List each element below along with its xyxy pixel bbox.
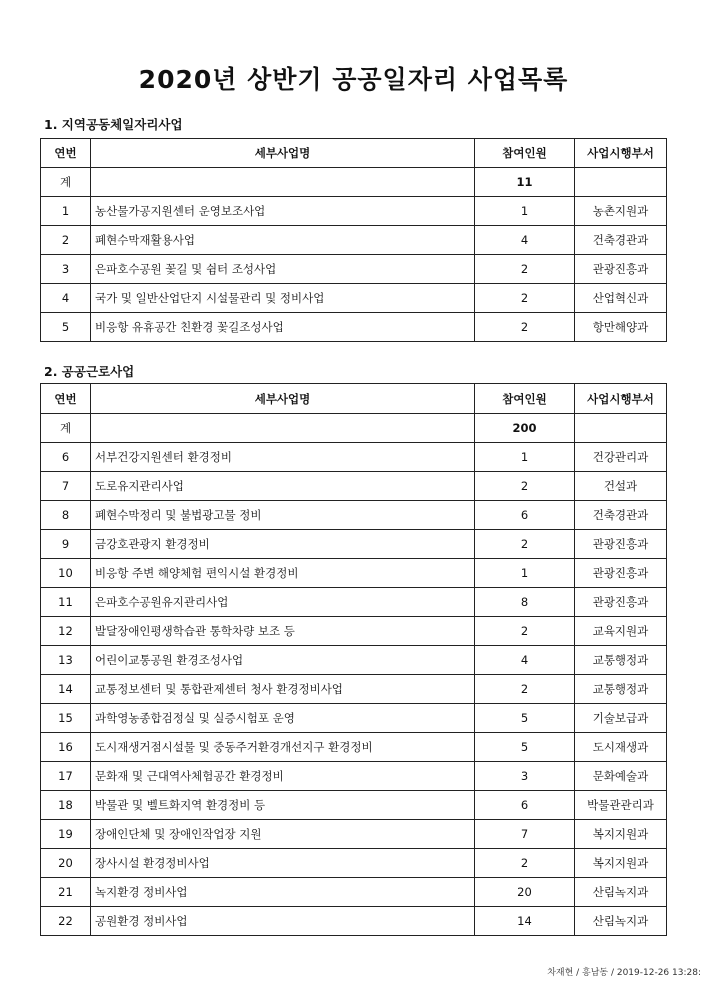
cell-no: 5 (41, 313, 91, 342)
cell-project-name: 문화재 및 근대역사체험공간 환경정비 (91, 762, 475, 791)
cell-department: 산림녹지과 (575, 878, 667, 907)
header-no: 연번 (41, 139, 91, 168)
table-row (41, 443, 667, 472)
cell-department: 교통행정과 (575, 646, 667, 675)
cell-department: 건축경관과 (575, 501, 667, 530)
cell-project-name: 은파호수공원 꽃길 및 쉼터 조성사업 (91, 255, 475, 284)
cell-department: 농촌지원과 (575, 197, 667, 226)
table-row (41, 907, 667, 936)
cell-project-name: 국가 및 일반산업단지 시설물관리 및 정비사업 (91, 284, 475, 313)
cell-participants: 2 (475, 313, 575, 342)
cell-department: 관광진흥과 (575, 255, 667, 284)
cell-project-name: 농산물가공지원센터 운영보조사업 (91, 197, 475, 226)
total-dept-cell (575, 168, 667, 197)
page-title: 2020년 상반기 공공일자리 사업목록 (138, 65, 569, 94)
total-name-cell (91, 414, 475, 443)
table-row (41, 588, 667, 617)
cell-project-name: 금강호관광지 환경정비 (91, 530, 475, 559)
cell-no: 15 (41, 704, 91, 733)
cell-department: 복지지원과 (575, 820, 667, 849)
print-footer: 차재현 / 흥남동 / 2019-12-26 13:28: (547, 968, 701, 978)
table-row (41, 472, 667, 501)
total-count: 200 (475, 414, 575, 443)
cell-participants: 2 (475, 849, 575, 878)
table-row (41, 255, 667, 284)
header-no: 연번 (41, 384, 91, 414)
cell-participants: 2 (475, 472, 575, 501)
cell-project-name: 은파호수공원유지관리사업 (91, 588, 475, 617)
cell-department: 교육지원과 (575, 617, 667, 646)
cell-project-name: 장사시설 환경정비사업 (91, 849, 475, 878)
cell-participants: 4 (475, 646, 575, 675)
total-label: 계 (41, 414, 91, 443)
cell-project-name: 과학영농종합검정실 및 실증시험포 운영 (91, 704, 475, 733)
table-header-row (41, 139, 667, 168)
header-dept: 사업시행부서 (575, 384, 667, 414)
cell-no: 19 (41, 820, 91, 849)
cell-no: 2 (41, 226, 91, 255)
cell-participants: 5 (475, 704, 575, 733)
header-count: 참여인원 (475, 384, 575, 414)
public-works-table (40, 383, 667, 936)
cell-participants: 4 (475, 226, 575, 255)
table-row (41, 530, 667, 559)
cell-no: 3 (41, 255, 91, 284)
table-row (41, 559, 667, 588)
table-row (41, 675, 667, 704)
cell-no: 14 (41, 675, 91, 704)
cell-no: 12 (41, 617, 91, 646)
cell-department: 산림녹지과 (575, 907, 667, 936)
cell-project-name: 장애인단체 및 장애인작업장 지원 (91, 820, 475, 849)
cell-project-name: 교통정보센터 및 통합관제센터 청사 환경정비사업 (91, 675, 475, 704)
table-row (41, 226, 667, 255)
cell-department: 산업혁신과 (575, 284, 667, 313)
total-name-cell (91, 168, 475, 197)
cell-project-name: 비응항 주변 해양체험 편익시설 환경정비 (91, 559, 475, 588)
cell-project-name: 도로유지관리사업 (91, 472, 475, 501)
community-jobs-table (40, 138, 667, 342)
cell-participants: 2 (475, 617, 575, 646)
cell-department: 관광진흥과 (575, 588, 667, 617)
cell-no: 13 (41, 646, 91, 675)
table-row (41, 284, 667, 313)
total-label: 계 (41, 168, 91, 197)
cell-participants: 2 (475, 530, 575, 559)
cell-project-name: 폐현수막정리 및 불법광고물 정비 (91, 501, 475, 530)
cell-department: 건축경관과 (575, 226, 667, 255)
table-row (41, 849, 667, 878)
table-row (41, 197, 667, 226)
cell-no: 18 (41, 791, 91, 820)
cell-department: 기술보급과 (575, 704, 667, 733)
cell-participants: 2 (475, 284, 575, 313)
cell-participants: 6 (475, 501, 575, 530)
header-name: 세부사업명 (91, 139, 475, 168)
cell-participants: 2 (475, 255, 575, 284)
header-name: 세부사업명 (91, 384, 475, 414)
cell-participants: 3 (475, 762, 575, 791)
cell-no: 8 (41, 501, 91, 530)
cell-no: 6 (41, 443, 91, 472)
cell-no: 1 (41, 197, 91, 226)
cell-department: 건강관리과 (575, 443, 667, 472)
cell-participants: 8 (475, 588, 575, 617)
cell-project-name: 서부건강지원센터 환경정비 (91, 443, 475, 472)
cell-participants: 7 (475, 820, 575, 849)
cell-project-name: 공원환경 정비사업 (91, 907, 475, 936)
cell-department: 박물관관리과 (575, 791, 667, 820)
table-row (41, 646, 667, 675)
cell-participants: 6 (475, 791, 575, 820)
cell-department: 문화예술과 (575, 762, 667, 791)
cell-participants: 5 (475, 733, 575, 762)
cell-no: 4 (41, 284, 91, 313)
total-row (41, 414, 667, 443)
header-dept: 사업시행부서 (575, 139, 667, 168)
cell-no: 11 (41, 588, 91, 617)
cell-no: 20 (41, 849, 91, 878)
cell-no: 10 (41, 559, 91, 588)
cell-participants: 1 (475, 443, 575, 472)
cell-project-name: 도시재생거점시설물 및 중동주거환경개선지구 환경정비 (91, 733, 475, 762)
cell-project-name: 녹지환경 정비사업 (91, 878, 475, 907)
cell-participants: 14 (475, 907, 575, 936)
cell-no: 21 (41, 878, 91, 907)
section-heading-public-works: 2. 공공근로사업 (44, 364, 135, 379)
cell-no: 17 (41, 762, 91, 791)
total-row (41, 168, 667, 197)
cell-project-name: 박물관 및 벨트화지역 환경정비 등 (91, 791, 475, 820)
cell-department: 항만해양과 (575, 313, 667, 342)
cell-no: 22 (41, 907, 91, 936)
table-header-row (41, 384, 667, 414)
cell-department: 교통행정과 (575, 675, 667, 704)
cell-project-name: 어린이교통공원 환경조성사업 (91, 646, 475, 675)
table-row (41, 820, 667, 849)
table-row (41, 878, 667, 907)
section-heading-community-jobs: 1. 지역공동체일자리사업 (44, 117, 183, 132)
cell-department: 관광진흥과 (575, 559, 667, 588)
table-row (41, 501, 667, 530)
cell-project-name: 발달장애인평생학습관 통학차량 보조 등 (91, 617, 475, 646)
cell-participants: 20 (475, 878, 575, 907)
total-count: 11 (475, 168, 575, 197)
table-row (41, 313, 667, 342)
table-row (41, 617, 667, 646)
table-row (41, 704, 667, 733)
cell-department: 관광진흥과 (575, 530, 667, 559)
cell-project-name: 비응항 유휴공간 친환경 꽃길조성사업 (91, 313, 475, 342)
total-dept-cell (575, 414, 667, 443)
cell-participants: 1 (475, 559, 575, 588)
cell-no: 9 (41, 530, 91, 559)
table-row (41, 791, 667, 820)
cell-department: 복지지원과 (575, 849, 667, 878)
cell-no: 16 (41, 733, 91, 762)
cell-no: 7 (41, 472, 91, 501)
cell-department: 도시재생과 (575, 733, 667, 762)
table-row (41, 733, 667, 762)
cell-project-name: 폐현수막재활용사업 (91, 226, 475, 255)
cell-participants: 2 (475, 675, 575, 704)
table-row (41, 762, 667, 791)
cell-participants: 1 (475, 197, 575, 226)
header-count: 참여인원 (475, 139, 575, 168)
cell-department: 건설과 (575, 472, 667, 501)
